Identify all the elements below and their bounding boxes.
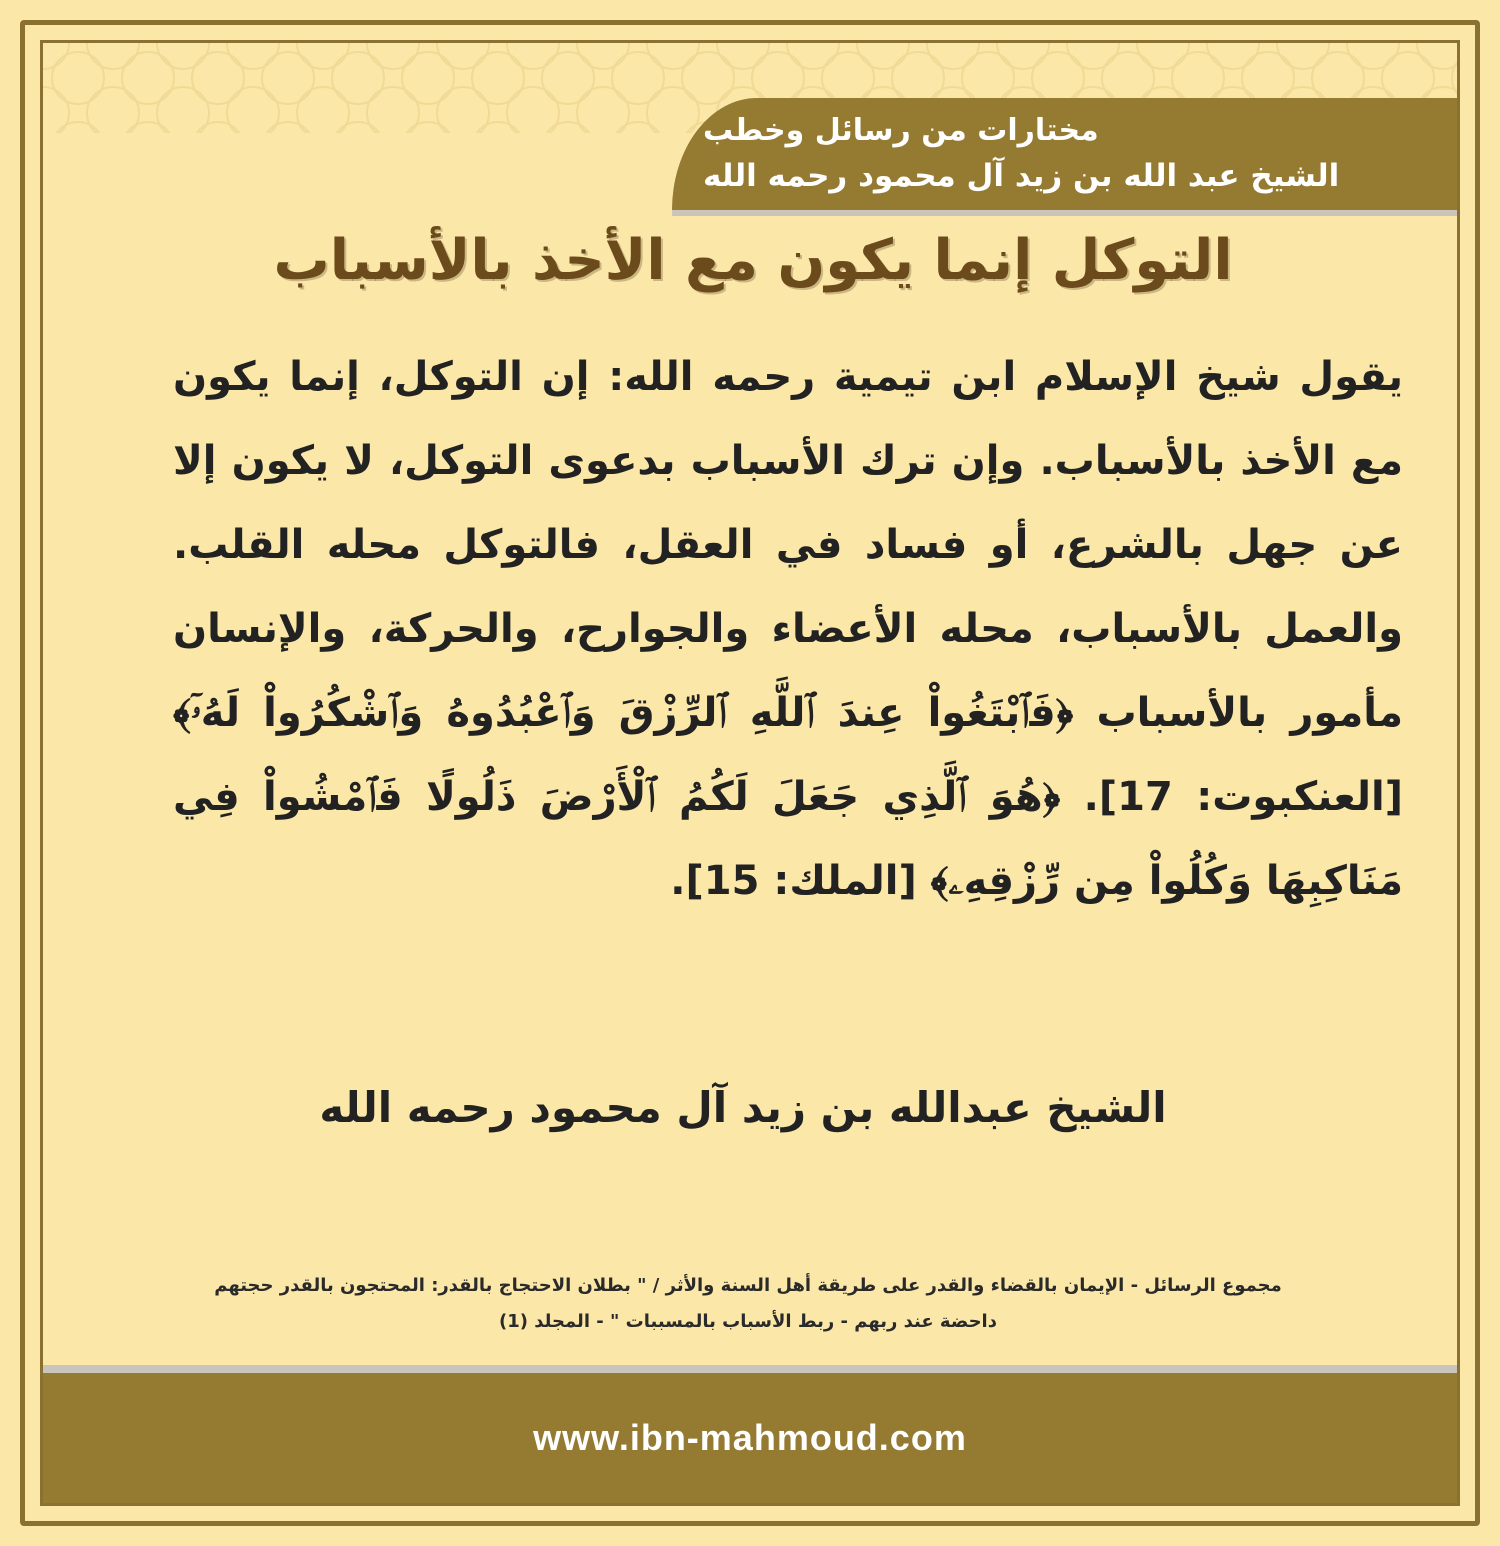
header-band	[672, 98, 1457, 210]
footer-band	[43, 1365, 1457, 1503]
quote-body: يقول شيخ الإسلام ابن تيمية رحمه الله: إن التوكل، إنما يكون مع الأخذ بالأسباب. وإن ترك الأسباب بدعوى التوكل، لا يكون إلا عن جهل بالشرع، أو فساد في العقل، فالتوكل محله القلب. والعمل بالأسباب، محله الأعضاء والجوارح، والحركة، والإنسان مأمور بالأسباب ﴿فَٱبْتَغُواْ عِندَ ٱللَّهِ ٱلرِّزْقَ وَٱعْبُدُوهُ وَٱشْكُرُواْ لَهُۥٓ﴾ [العنكبوت: 17]. ﴿هُوَ ٱلَّذِي جَعَلَ لَكُمُ ٱلْأَرْضَ ذَلُولًا فَٱمْشُواْ فِي مَنَاكِبِهَا وَكُلُواْ مِن رِّزْقِهِۦ﴾ [الملك: 15].	[173, 354, 1403, 904]
page-title: التوكل إنما يكون مع الأخذ بالأسباب	[273, 228, 1233, 293]
source-line-1: مجموع الرسائل - الإيمان بالقضاء والقدر على طريقة أهل السنة والأثر / " بطلان الاحتجاج بالقدر: المحتجون بالقدر حجتهم	[214, 1275, 1282, 1296]
header-author: الشيخ عبد الله بن زيد آل محمود رحمه الله	[703, 158, 1340, 194]
header-subtitle: مختارات من رسائل وخطب	[703, 113, 1099, 148]
card	[40, 40, 1460, 1506]
signature: الشيخ عبدالله بن زيد آل محمود رحمه الله	[319, 1083, 1167, 1132]
source-line-2: داحضة عند ربهم - ربط الأسباب بالمسببات " - المجلد (1)	[499, 1311, 997, 1332]
source-reference	[103, 1268, 1393, 1340]
header-text	[703, 98, 1443, 210]
website-link[interactable]: www.ibn-mahmoud.com	[533, 1417, 967, 1458]
